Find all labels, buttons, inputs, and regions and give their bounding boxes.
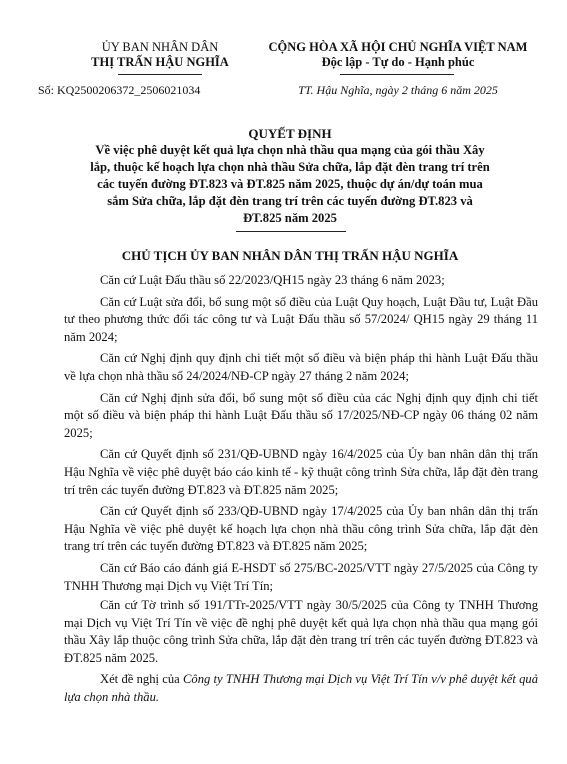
legal-basis-paragraph: Căn cứ Quyết định số 233/QĐ-UBND ngày 17/4/2025 của Ủy ban nhân dân thị trấn Hậu Nghĩa về việc phê duyệt kế hoạch lựa chọn nhà thầu công trình Sửa chữa, lắp đặt đèn trang trí trên các tuyến đường ĐT.823 và ĐT.825 năm 2025; — [64, 504, 538, 554]
document-date: TT. Hậu Nghĩa, ngày 2 tháng 6 năm 2025 — [298, 83, 498, 97]
subject-line: các tuyến đường ĐT.823 và ĐT.825 năm 2025, thuộc dự án/dự toán mua — [97, 177, 483, 191]
document-body — [64, 272, 538, 711]
issuer-line1: ỦY BAN NHÂN DÂN — [101, 40, 219, 54]
legal-basis-paragraph: Căn cứ Tờ trình số 191/TTr-2025/VTT ngày 30/5/2025 của Công ty TNHH Thương mại Dịch vụ Việt Trí Tín về việc đề nghị phê duyệt kết quả lựa chọn nhà thầu qua mạng gói thầu Xây lắp thuộc công trình Sửa chữa, lắp đặt đèn trang trí trên các tuyến đường ĐT.823 và ĐT.825 năm 2025. — [64, 598, 538, 665]
issuer-line2: THỊ TRẤN HẬU NGHĨA — [91, 55, 229, 69]
national-line1: CỘNG HÒA XÃ HỘI CHỦ NGHĨA VIỆT NAM — [268, 40, 528, 54]
document-number: Số: KQ2500206372_2506021034 — [38, 83, 201, 97]
legal-basis-paragraph: Căn cứ Luật sửa đổi, bổ sung một số điều của Luật Quy hoạch, Luật Đầu tư, Luật Đầu tư theo phương thức đối tác công tư và Luật Đấu thầu số 57/2024/ QH15 ngày 29 tháng 11 năm 2024; — [64, 294, 538, 344]
proposal-prefix: Xét đề nghị của — [100, 672, 183, 687]
legal-basis-paragraph: Căn cứ Báo cáo đánh giá E-HSDT số 275/BC-2025/VTT ngày 27/5/2025 của Công ty TNHH Thương mại Dịch vụ Việt Trí Tín; — [64, 560, 538, 593]
proposal-paragraph — [64, 671, 538, 706]
proposal-company: Công ty TNHH Thương mại Dịch vụ Việt Trí Tín v/v phê duyệt kết quả lựa chọn nhà thầu. — [64, 672, 538, 705]
subject-line: Về việc phê duyệt kết quả lựa chọn nhà thầu qua mạng của gói thầu Xây — [95, 143, 485, 157]
national-motto: Độc lập - Tự do - Hạnh phúc — [321, 55, 475, 69]
legal-basis-paragraph: Căn cứ Luật Đấu thầu số 22/2023/QH15 ngày 23 tháng 6 năm 2023; — [100, 273, 445, 287]
subject-line: ĐT.825 năm 2025 — [243, 211, 337, 225]
subject-line: sắm Sửa chữa, lắp đặt đèn trang trí trên các tuyến đường ĐT.823 và — [107, 194, 473, 208]
legal-basis-paragraph: Căn cứ Quyết định số 231/QĐ-UBND ngày 16/4/2025 của Ủy ban nhân dân thị trấn Hậu Nghĩa về việc phê duyệt báo cáo kinh tế - kỹ thuật công trình Sửa chữa, lắp đặt đèn trang trí trên các tuyến đường ĐT.823 và ĐT.825 năm 2025; — [64, 447, 538, 497]
authority-heading: CHỦ TỊCH ỦY BAN NHÂN DÂN THỊ TRẤN HẬU NGHĨA — [121, 248, 459, 263]
motto-underline — [340, 74, 454, 75]
subject-line: lắp, thuộc kế hoạch lựa chọn nhà thầu Sửa chữa, lắp đặt đèn trang trí trên — [90, 160, 490, 174]
decision-subject — [45, 142, 535, 227]
national-header — [258, 40, 538, 70]
legal-basis-paragraph: Căn cứ Nghị định quy định chi tiết một số điều và biện pháp thi hành Luật Đấu thầu về lựa chọn nhà thầu số 24/2024/NĐ-CP ngày 27 tháng 2 năm 2024; — [64, 351, 538, 383]
legal-basis-paragraph: Căn cứ Nghị định sửa đổi, bổ sung một số điều của các Nghị định quy định chi tiết một số điều và biện pháp thi hành Luật Đấu thầu số 17/2025/NĐ-CP ngày 06 tháng 02 năm 2025; — [64, 390, 538, 440]
title-underline — [236, 231, 346, 232]
decision-title: QUYẾT ĐỊNH — [248, 126, 332, 141]
issuer-header — [60, 40, 260, 70]
issuer-underline — [118, 74, 202, 75]
